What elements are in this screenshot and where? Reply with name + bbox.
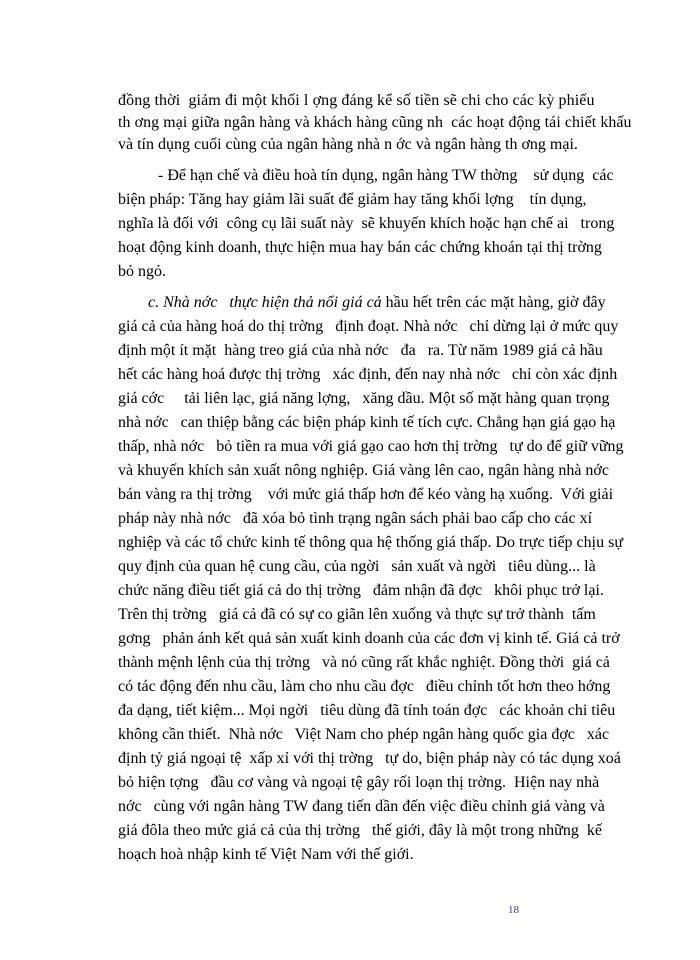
- text-line: biện pháp: Tăng hay giảm lãi suất để giảm hay tăng khối lợng tín dụng,: [118, 191, 587, 208]
- text-line: nghiệp và các tổ chức kinh tế thông qua hệ thống giá thấp. Do trực tiếp chịu sự: [118, 534, 623, 551]
- text-line: bỏ ngỏ.: [118, 263, 166, 280]
- italic-heading: c. Nhà nớc thực hiện thả nổi giá cả: [148, 294, 382, 311]
- text-line: giá đôla theo mức giá cả của thị trờng thế giới, đây là một trong những kế: [118, 822, 602, 839]
- text-line: bỏ hiện tợng đầu cơ vàng và ngoại tệ gây rối loạn thị trờng. Hiện nay nhà: [118, 774, 600, 791]
- text-line: và khuyến khích sản xuất nông nghiệp. Giá vàng lên cao, ngân hàng nhà nớc: [118, 462, 609, 479]
- text-line: và tín dụng cuối cùng của ngân hàng nhà n ớc và ngân hàng th ơng mại.: [118, 136, 578, 153]
- text-line: gơng phản ánh kết quả sản xuất kinh doanh của các đơn vị kinh tế. Giá cả trở: [118, 630, 620, 647]
- text-line: định tỷ giá ngoại tệ xấp xỉ với thị trờng tự do, biện pháp này có tác dụng xoá: [118, 750, 621, 767]
- text-line: thấp, nhà nớc bỏ tiền ra mua với giá gạo cao hơn thị trờng tự do để giữ vững: [118, 438, 624, 455]
- text-line: quy định của quan hệ cung cầu, của ngời sản xuất và ngời tiêu dùng... là: [118, 558, 596, 575]
- text-line: [148, 292, 606, 314]
- text-line: có tác động đến nhu cầu, làm cho nhu cầu đợc điều chỉnh tốt hơn theo hớng: [118, 678, 611, 695]
- text-line: không cần thiết. Nhà nớc Việt Nam cho phép ngân hàng quốc gia đợc xác: [118, 726, 610, 743]
- text-line: nghĩa là đối với công cụ lãi suất này sẽ khuyến khích hoặc hạn chế ai trong: [118, 215, 615, 232]
- text-line: đa dạng, tiết kiệm... Mọi ngời tiêu dùng đã tính toán đợc các khoản chi tiêu: [118, 702, 616, 719]
- text-line: bán vàng ra thị trờng với mức giá thấp hơn để kéo vàng hạ xuống. Với giải: [118, 486, 614, 503]
- text-line: hoạch hoà nhập kinh tế Việt Nam với thế giới.: [118, 846, 414, 863]
- page-number: 18: [508, 904, 519, 916]
- text-line: giá cớc tải liên lạc, giá năng lợng, xăng dầu. Một số mặt hàng quan trọng: [118, 390, 610, 407]
- text-line: th ơng mại giữa ngân hàng và khách hàng cũng nh các hoạt động tái chiết khấu: [118, 114, 632, 131]
- text-span: hầu hết trên các mặt hàng, giờ đây: [381, 294, 606, 311]
- text-line: đồng thời giảm đi một khối l ợng đáng kể số tiền sẽ chi cho các kỳ phiếu: [118, 92, 595, 109]
- text-line: hết các hàng hoá được thị trờng xác định, đến nay nhà nớc chỉ còn xác định: [118, 366, 618, 383]
- text-line: Trên thị trờng giá cả đã có sự co giãn lên xuống và thực sự trở thành tấm: [118, 606, 596, 623]
- text-line: thành mệnh lệnh của thị trờng và nó cũng rất khắc nghiệt. Đồng thời giá cả: [118, 654, 610, 671]
- text-line: - Để hạn chế và điều hoà tín dụng, ngân hàng TW thờng sử dụng các: [158, 167, 614, 184]
- text-line: định một ít mặt hàng treo giá của nhà nớc đa ra. Từ năm 1989 giá cả hầu: [118, 342, 603, 359]
- text-line: pháp này nhà nớc đã xóa bỏ tình trạng ngân sách phải bao cấp cho các xí: [118, 510, 593, 527]
- text-line: hoạt động kinh doanh, thực hiện mua hay bán các chứng khoán tại thị trờng: [118, 239, 602, 256]
- text-line: nhà nớc can thiệp bằng các biện pháp kinh tế tích cực. Chẳng hạn giá gạo hạ: [118, 414, 616, 431]
- text-line: nớc cùng với ngân hàng TW đang tiến dần đến việc điều chỉnh giá vàng và: [118, 798, 605, 815]
- text-line: chức năng điều tiết giá cả do thị trờng đảm nhận đã đợc khôi phục trở lại.: [118, 582, 604, 599]
- text-line: giá cả của hàng hoá do thị trờng định đoạt. Nhà nớc chỉ dừng lại ở mức quy: [118, 318, 619, 335]
